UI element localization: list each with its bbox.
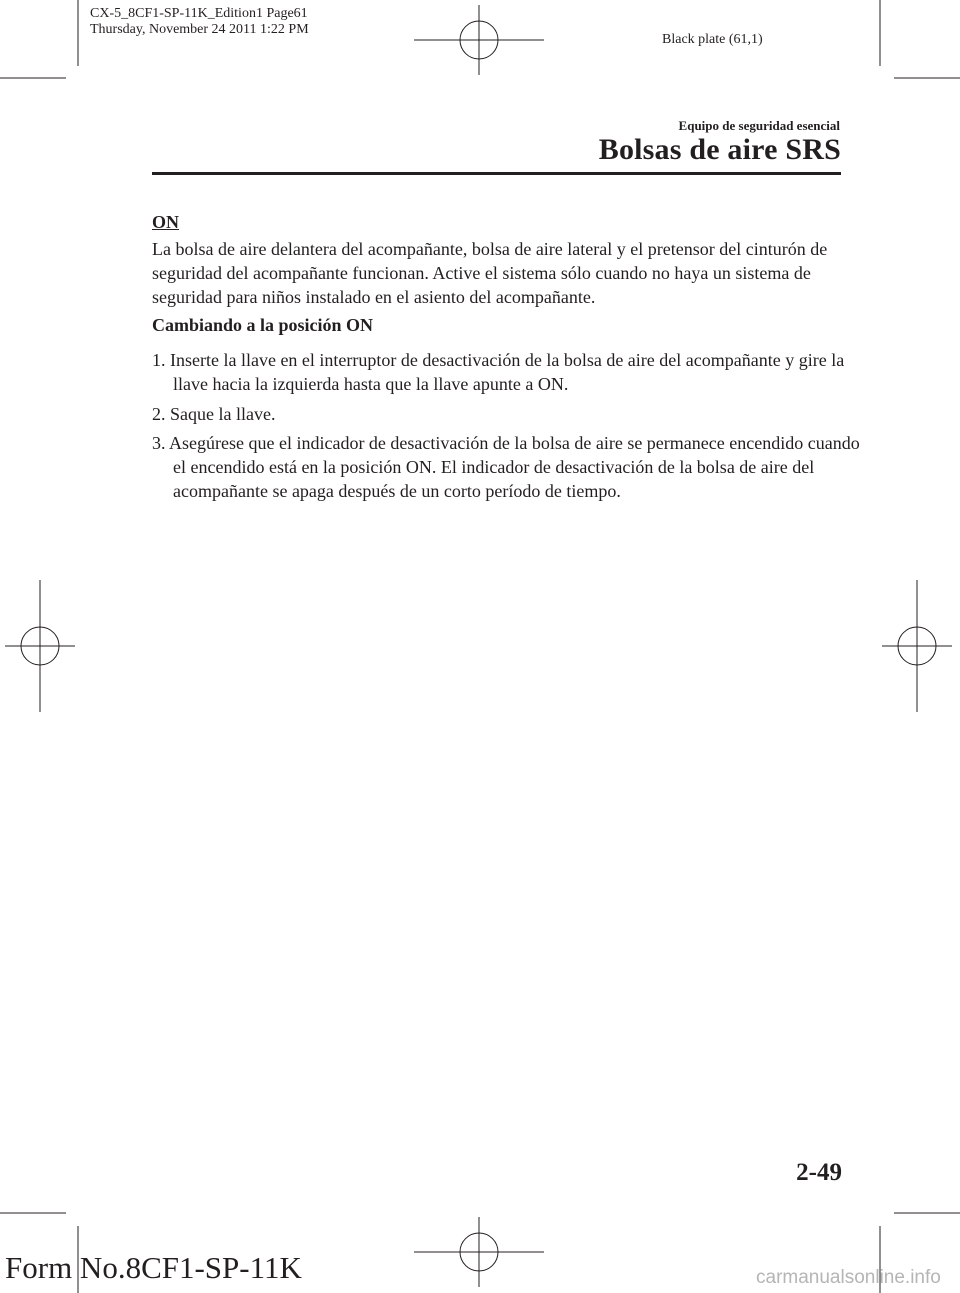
step-2: 2. Saque la llave. <box>152 404 276 424</box>
page-number: 2-49 <box>796 1159 842 1186</box>
registration-mark-left <box>5 580 75 712</box>
step-3: 3. Asegúrese que el indicador de desactivación de la bolsa de aire se permanece encendido cuando el encendido está en la posición ON. El indicador de desactivación de la bolsa de aire del acompañante se apaga después de un corto período de tiempo. <box>152 433 860 501</box>
registration-mark-bottom <box>414 1217 544 1287</box>
form-number: Form No.8CF1-SP-11K <box>5 1250 302 1285</box>
on-paragraph: La bolsa de aire delantera del acompañante, bolsa de aire lateral y el pretensor del cinturón de seguridad del acompañante funcionan. Active el sistema sólo cuando no haya un sistema de seguridad para niños instalado en el asiento del acompañante. <box>152 239 828 307</box>
change-heading: Cambiando a la posición ON <box>152 315 374 335</box>
header-rule <box>152 172 841 175</box>
registration-mark-top <box>414 5 544 75</box>
slug-line-2: Thursday, November 24 2011 1:22 PM <box>90 22 309 37</box>
section-subtitle: Equipo de seguridad esencial <box>678 118 840 133</box>
registration-mark-right <box>882 580 952 712</box>
print-slug <box>90 6 309 38</box>
on-heading: ON <box>152 212 179 232</box>
step-1: 1. Inserte la llave en el interruptor de desactivación de la bolsa de aire del acompañante y gire la llave hacia la izquierda hasta que la llave apunte a ON. <box>152 350 845 394</box>
slug-line-1: CX-5_8CF1-SP-11K_Edition1 Page61 <box>90 6 308 21</box>
section-title: Bolsas de aire SRS <box>598 133 841 166</box>
watermark: carmanualsonline.info <box>756 1267 941 1288</box>
plate-label: Black plate (61,1) <box>662 32 763 47</box>
